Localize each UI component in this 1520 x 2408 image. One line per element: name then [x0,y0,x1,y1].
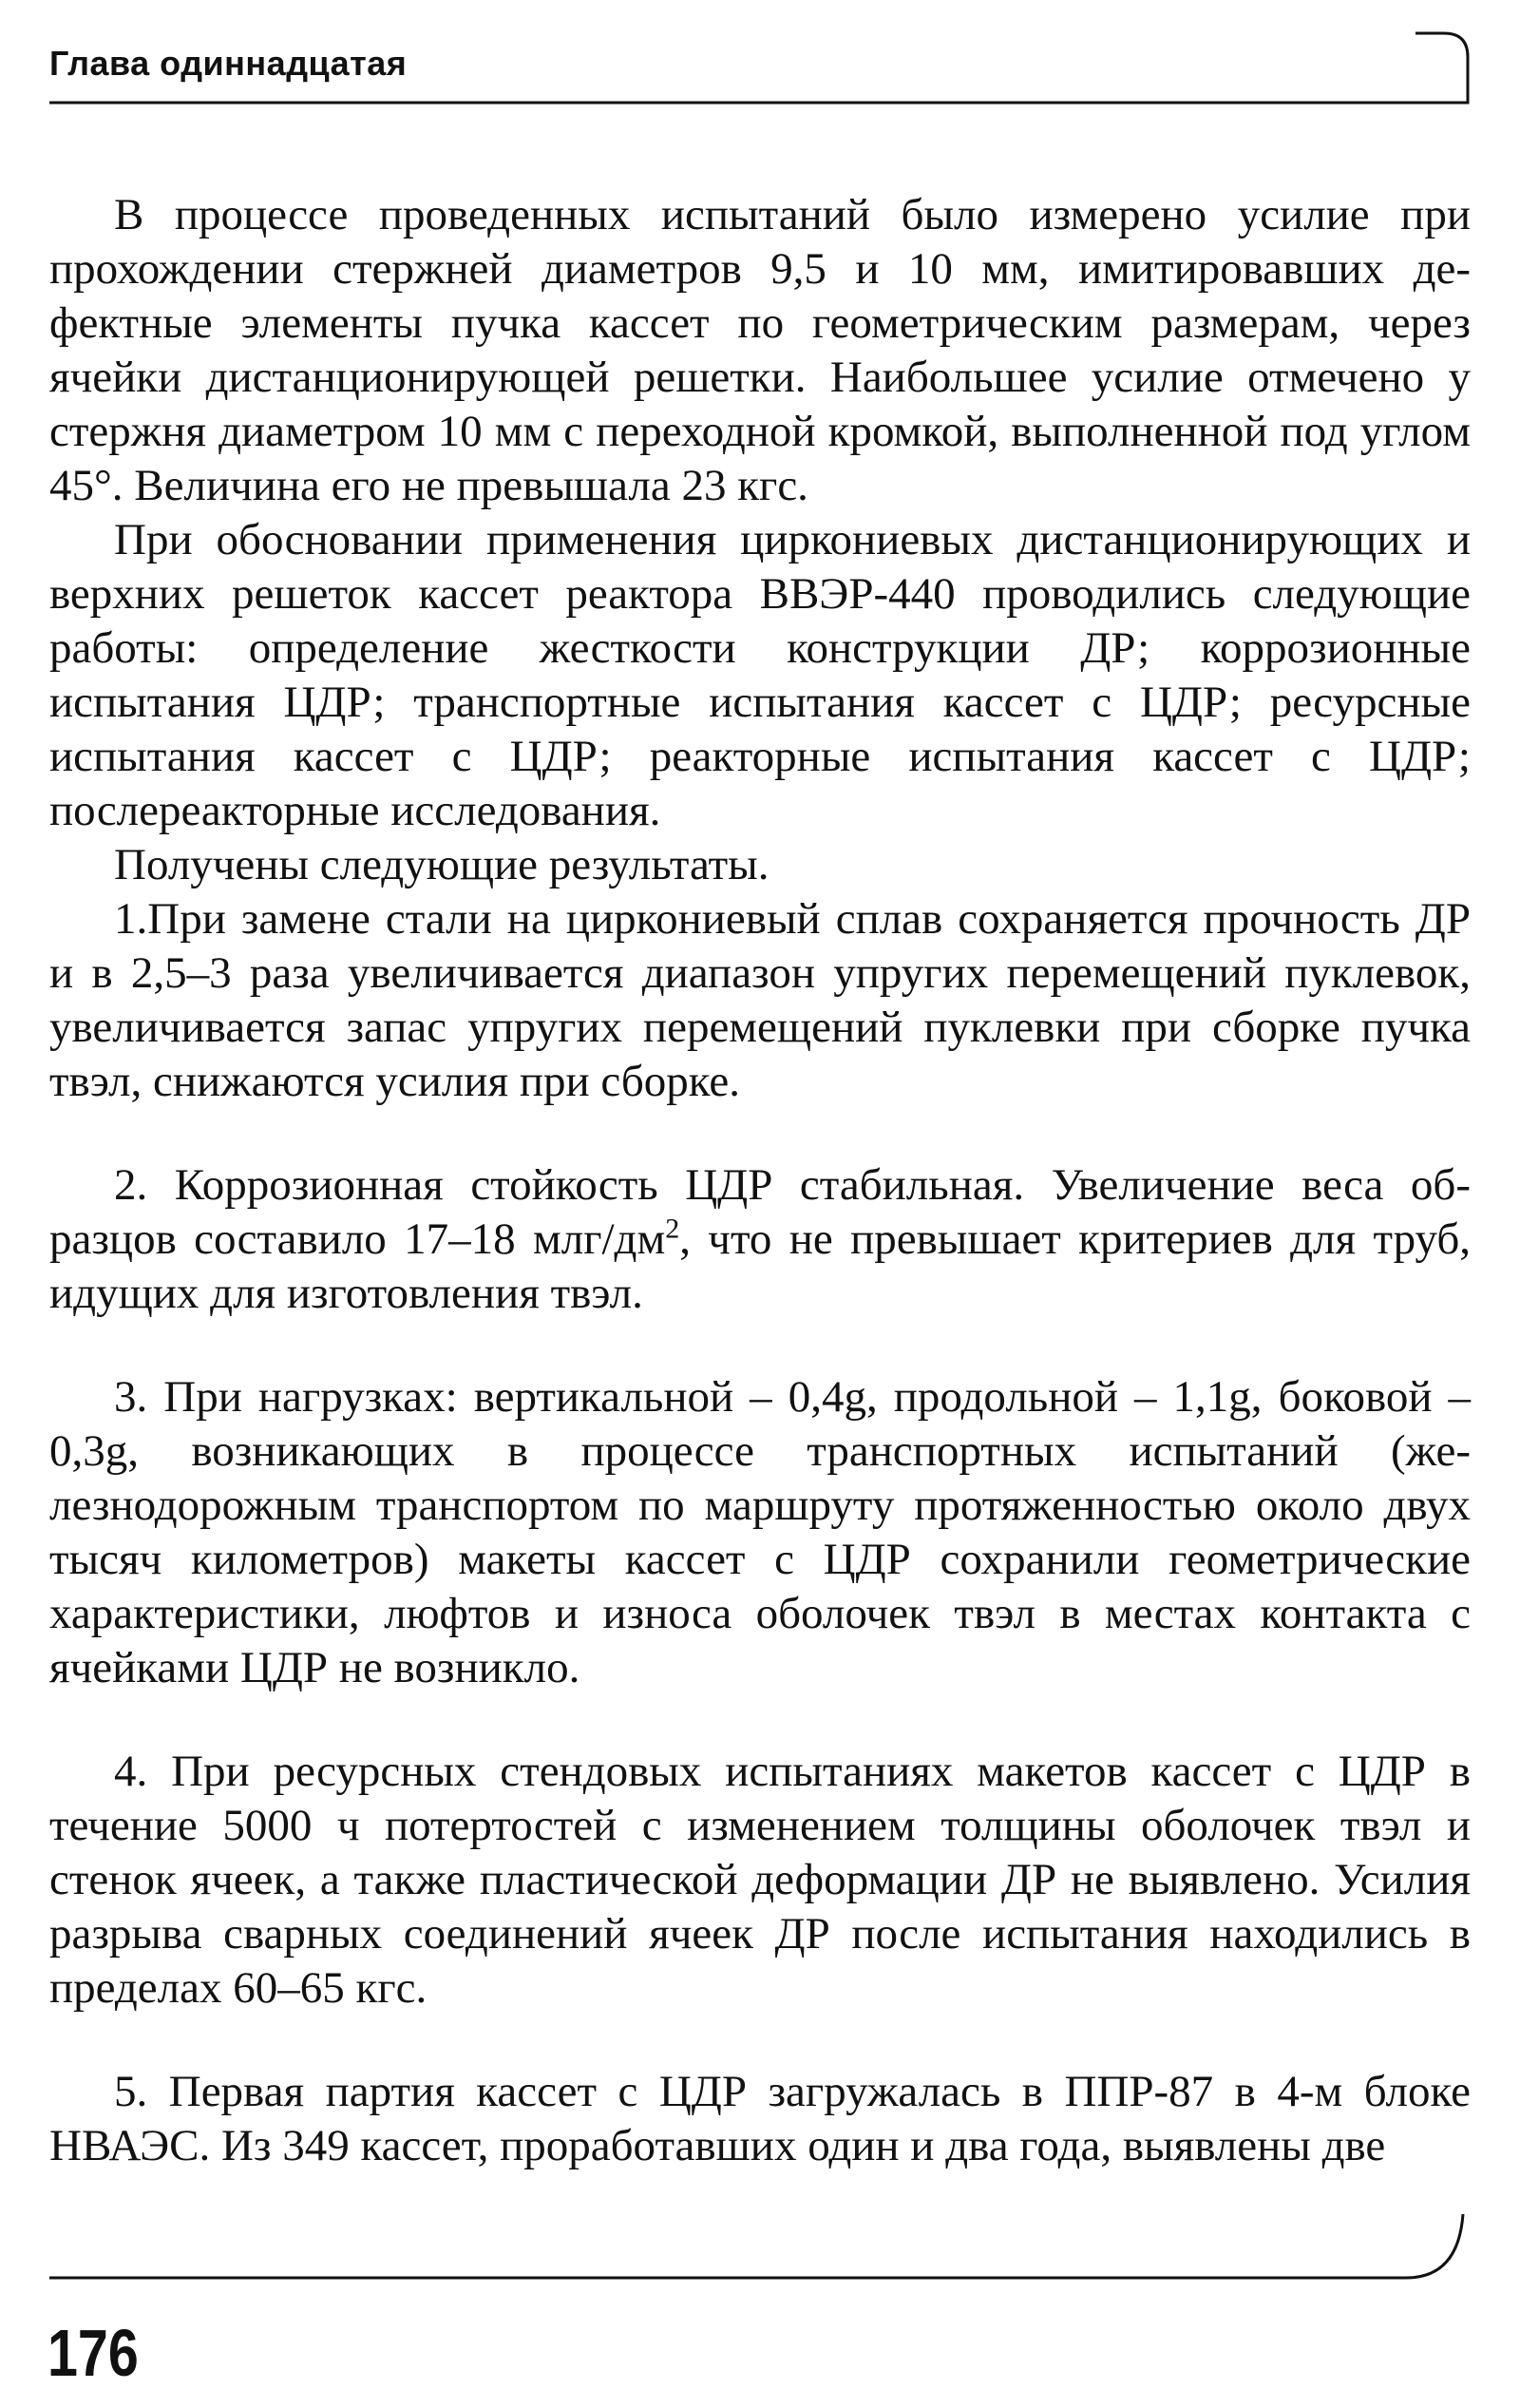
body-text [49,188,1471,2173]
footer-rule [49,2214,1463,2278]
paragraph: 4. При ресурсных стендовых испытаниях макетов кассет с ЦДР в течение 5000 ч потертостей с изменением толщины оболочек твэл и стенок ячеек, а также пластической деформации ДР не выявлено. Усилия разрыва сварных соединений ячеек ДР после испытания находились в пределах 60–65 кгс. [49,1747,1471,2013]
paragraph: 1.При замене стали на циркониевый сплав сохраняется прочность ДР и в 2,5–3 раза увеличивается диапазон упругих перемещений пуклевок, увеличивается запас упругих перемещений пуклевки при сборке пучка твэл, снижаются усилия при сборке. [49,894,1471,1106]
paragraph: При обосновании применения циркониевых дистанционирующих и верхних решеток кассет реактора ВВЭР-440 проводились следующие работы: определение жесткости конструкции ДР; коррозионные испытания ЦДР; транспортные испытания кассет с ЦДР; ресурсные испытания кассет с ЦДР; реакторные испытания кассет с ЦДР; послереакторные исследования. [49,515,1471,835]
paragraph: 5. Первая партия кассет с ЦДР загружалась в ППР-87 в 4-м блоке НВАЭС. Из 349 кассет, проработавших один и два года, выявлены две [49,2067,1471,2170]
item2-text-before: 2. Коррозионная стойкость ЦДР стабильная. Увеличение веса образцов составило 17–18 млг/дм [49,1160,1471,1264]
paragraph-item-2 [49,1158,1471,1321]
paragraph: В процессе проведенных испытаний было измерено усилие при прохождении стержней диаметров 9,5 и 10 мм, имитировавших дефектные элементы пучка кассет по геометрическим размерам, через ячейки дистанционирующей решетки. Наибольшее усилие отмечено у стержня диаметром 10 мм с переходной кромкой, выполненной под углом 45°. Величина его не превышала 23 кгс. [49,190,1471,510]
page-number: 176 [48,2316,139,2390]
item2-text-after: , что не превышает критериев для труб, идущих для изготовления твэл. [49,1214,1472,1318]
chapter-title: Глава одиннадцатая [49,44,408,83]
paragraph: Получены следующие результаты. [114,840,770,889]
paragraph: 3. При нагрузках: вертикальной – 0,4g, продольной – 1,1g, боковой – 0,3g, возникающих в процессе транспортных испытаний (железнодорожным транспортом по маршруту протяженностью около двух тысяч километров) макеты кассет с ЦДР сохранили геометрические характеристики, люфтов и износа оболочек твэл в местах контакта с ячейками ЦДР не возникло. [49,1372,1471,1692]
item2-superscript: 2 [665,1213,680,1245]
